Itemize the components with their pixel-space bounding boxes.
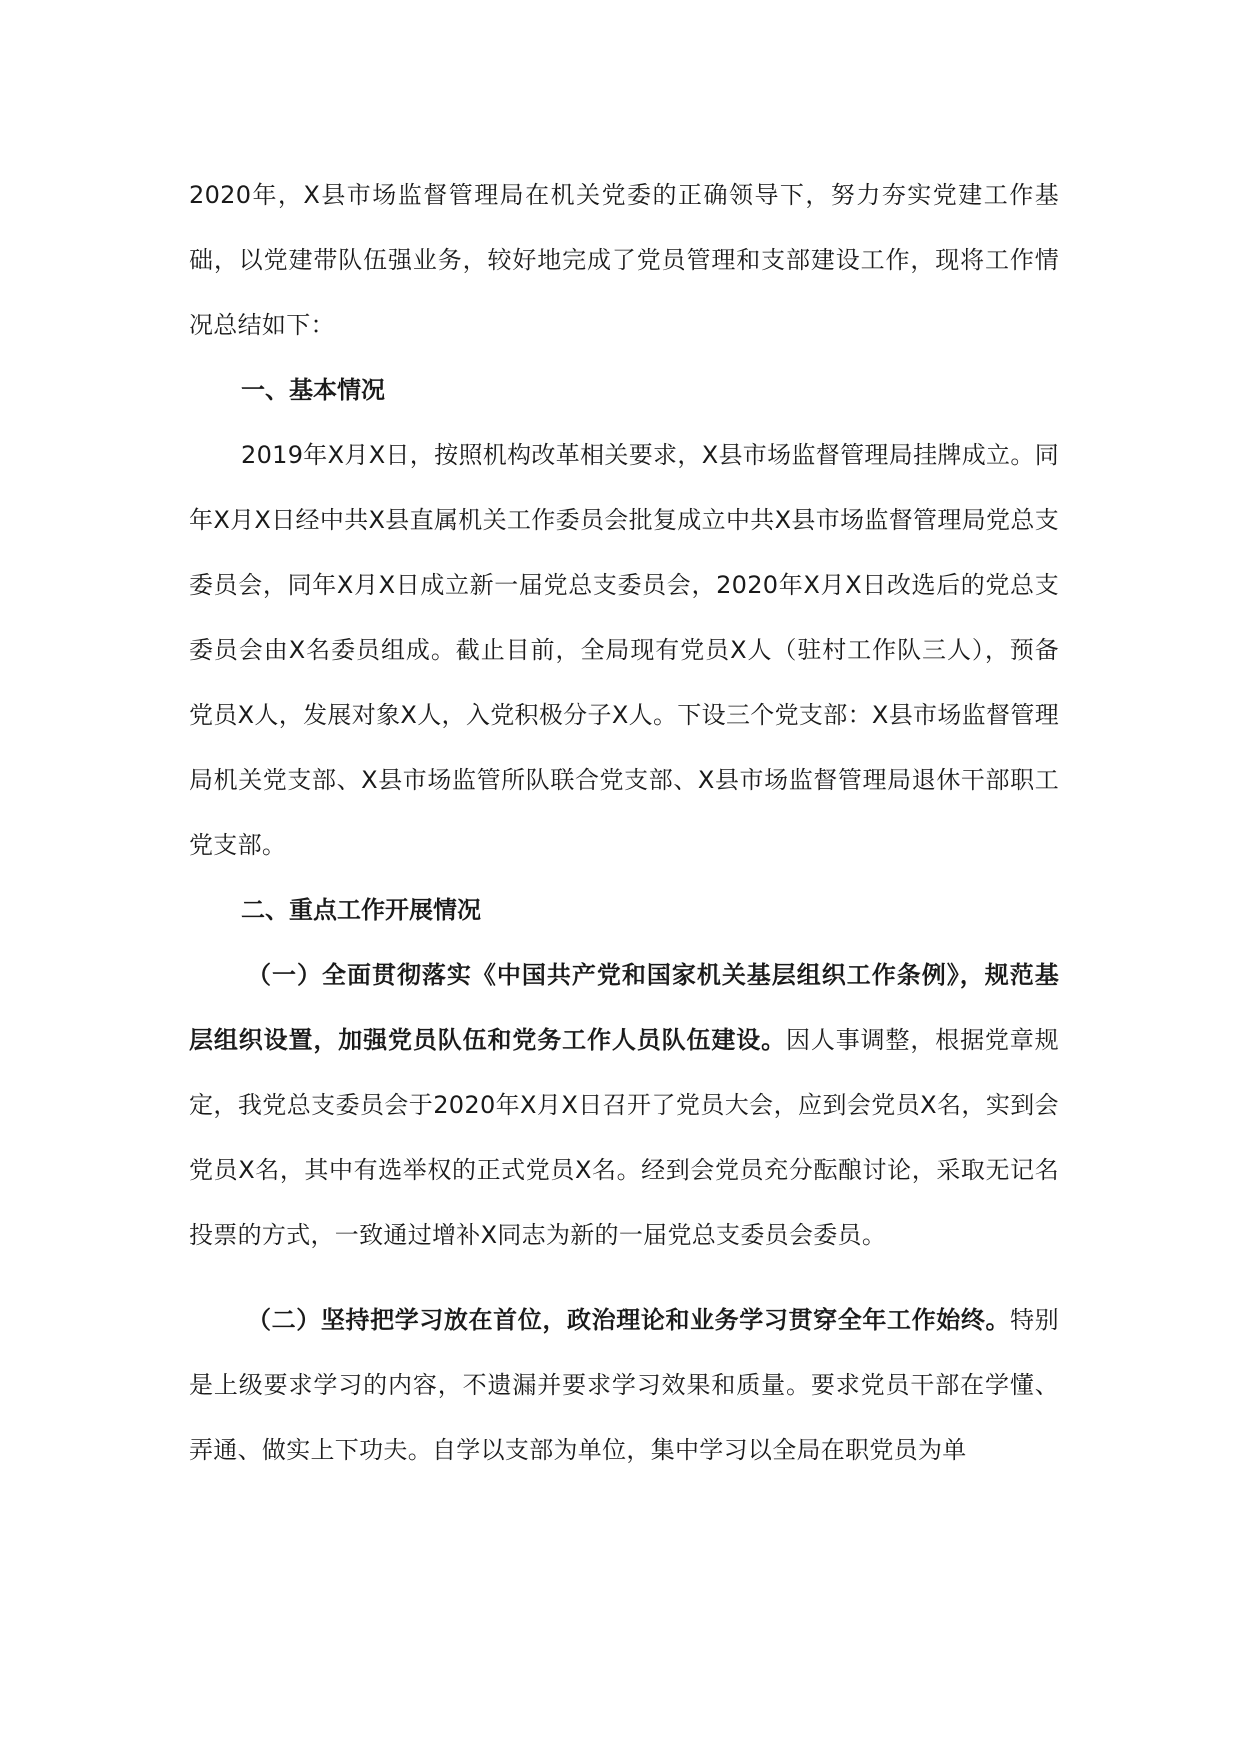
section2-item1: [189, 943, 1059, 1268]
intro-paragraph: 2020年，X县市场监督管理局在机关党委的正确领导下，努力夯实党建工作基础，以党建带队伍强业务，较好地完成了党员管理和支部建设工作，现将工作情况总结如下：: [189, 181, 1059, 339]
section2-item1-title: （一）全面贯彻落实《中国共产党和国家机关基层组织工作条例》，规范基层组织设置，加强党员队伍和党务工作人员队伍建设。: [189, 961, 1059, 1054]
section2-heading: 二、重点工作开展情况: [241, 896, 481, 924]
document-page: [189, 163, 1059, 1483]
section2-item2: [189, 1288, 1059, 1483]
paragraph-spacer: [189, 1268, 1059, 1288]
section1-body: 2019年X月X日，按照机构改革相关要求，X县市场监督管理局挂牌成立。同年X月X日经中共X县直属机关工作委员会批复成立中共X县市场监督管理局党总支委员会，同年X月X日成立新一届党总支委员会，2020年X月X日改选后的党总支委员会由X名委员组成。截止目前，全局现有党员X人（驻村工作队三人），预备党员X人，发展对象X人，入党积极分子X人。下设三个党支部：X县市场监督管理局机关党支部、X县市场监管所队联合党支部、X县市场监督管理局退休干部职工党支部。: [189, 441, 1059, 859]
section2-item1-body: 因人事调整，根据党章规定，我党总支委员会于2020年X月X日召开了党员大会，应到会党员X名，实到会党员X名，其中有选举权的正式党员X名。经到会党员充分酝酿讨论，采取无记名投票的方式，一致通过增补X同志为新的一届党总支委员会委员。: [189, 1026, 1059, 1249]
section2-item2-body: 特别是上级要求学习的内容，不遗漏并要求学习效果和质量。要求党员干部在学懂、弄通、做实上下功夫。自学以支部为单位，集中学习以全局在职党员为单: [189, 1306, 1059, 1464]
section1-heading: 一、基本情况: [241, 376, 385, 404]
section2-item2-title: （二）坚持把学习放在首位，政治理论和业务学习贯穿全年工作始终。: [247, 1306, 1011, 1334]
